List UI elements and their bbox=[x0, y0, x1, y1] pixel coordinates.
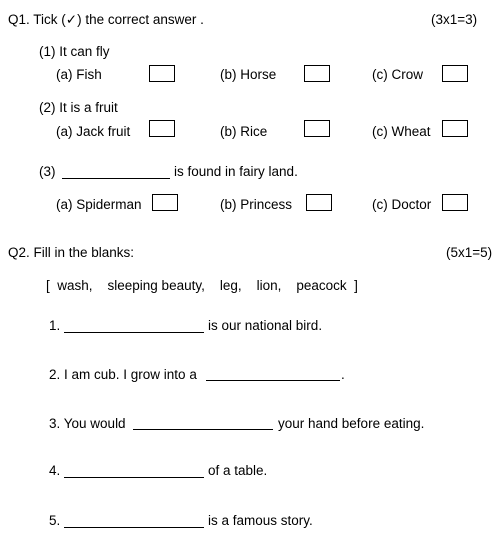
q2-4-blank[interactable] bbox=[64, 477, 204, 478]
q2-1-blank[interactable] bbox=[64, 332, 204, 333]
q2-2-after: . bbox=[341, 367, 345, 382]
q1-3-option-b-checkbox[interactable] bbox=[306, 194, 332, 211]
q1-2-option-c-checkbox[interactable] bbox=[442, 120, 468, 137]
q1-2-option-a-checkbox[interactable] bbox=[149, 120, 175, 137]
q1-2-option-a-label: (a) Jack fruit bbox=[56, 124, 131, 139]
q1-2-option-c-label: (c) Wheat bbox=[372, 124, 431, 139]
q2-4-number: 4. bbox=[49, 463, 61, 478]
q1-3-option-c-label: (c) Doctor bbox=[372, 197, 432, 212]
q2-3-blank[interactable] bbox=[133, 429, 273, 430]
q1-heading: Q1. Tick (✓) the correct answer . bbox=[8, 12, 204, 27]
q1-3-number: (3) bbox=[39, 164, 56, 179]
q1-1-prompt: (1) It can fly bbox=[39, 44, 110, 59]
q2-word-bank: [ wash, sleeping beauty, leg, lion, peacock ] bbox=[46, 278, 358, 293]
q1-1-option-b-label: (b) Horse bbox=[220, 67, 277, 82]
q1-2-option-b-checkbox[interactable] bbox=[304, 120, 330, 137]
q1-1-option-a-checkbox[interactable] bbox=[149, 65, 175, 82]
q2-1-number: 1. bbox=[49, 318, 61, 333]
q2-5-number: 5. bbox=[49, 513, 61, 528]
q2-2-before: 2. I am cub. I grow into a bbox=[49, 367, 197, 382]
q2-marks: (5x1=5) bbox=[446, 245, 493, 260]
q1-1-option-b-checkbox[interactable] bbox=[304, 65, 330, 82]
q2-4-after: of a table. bbox=[208, 463, 268, 478]
q1-2-prompt: (2) It is a fruit bbox=[39, 100, 118, 115]
q1-3-blank[interactable] bbox=[62, 178, 170, 179]
q1-1-option-c-label: (c) Crow bbox=[372, 67, 423, 82]
q1-3-option-b-label: (b) Princess bbox=[220, 197, 293, 212]
q1-1-option-c-checkbox[interactable] bbox=[442, 65, 468, 82]
q2-3-before: 3. You would bbox=[49, 416, 126, 431]
q2-heading: Q2. Fill in the blanks: bbox=[8, 245, 135, 260]
q2-2-blank[interactable] bbox=[206, 380, 340, 381]
q2-1-after: is our national bird. bbox=[208, 318, 323, 333]
q1-marks: (3x1=3) bbox=[431, 12, 478, 27]
q1-1-option-a-label: (a) Fish bbox=[56, 67, 102, 82]
q1-3-option-a-label: (a) Spiderman bbox=[56, 197, 142, 212]
q2-5-after: is a famous story. bbox=[208, 513, 313, 528]
q1-3-prompt-rest: is found in fairy land. bbox=[174, 164, 298, 179]
q2-3-after: your hand before eating. bbox=[278, 416, 425, 431]
q1-3-option-a-checkbox[interactable] bbox=[152, 194, 178, 211]
q1-3-option-c-checkbox[interactable] bbox=[442, 194, 468, 211]
q1-2-option-b-label: (b) Rice bbox=[220, 124, 268, 139]
q2-5-blank[interactable] bbox=[64, 527, 204, 528]
